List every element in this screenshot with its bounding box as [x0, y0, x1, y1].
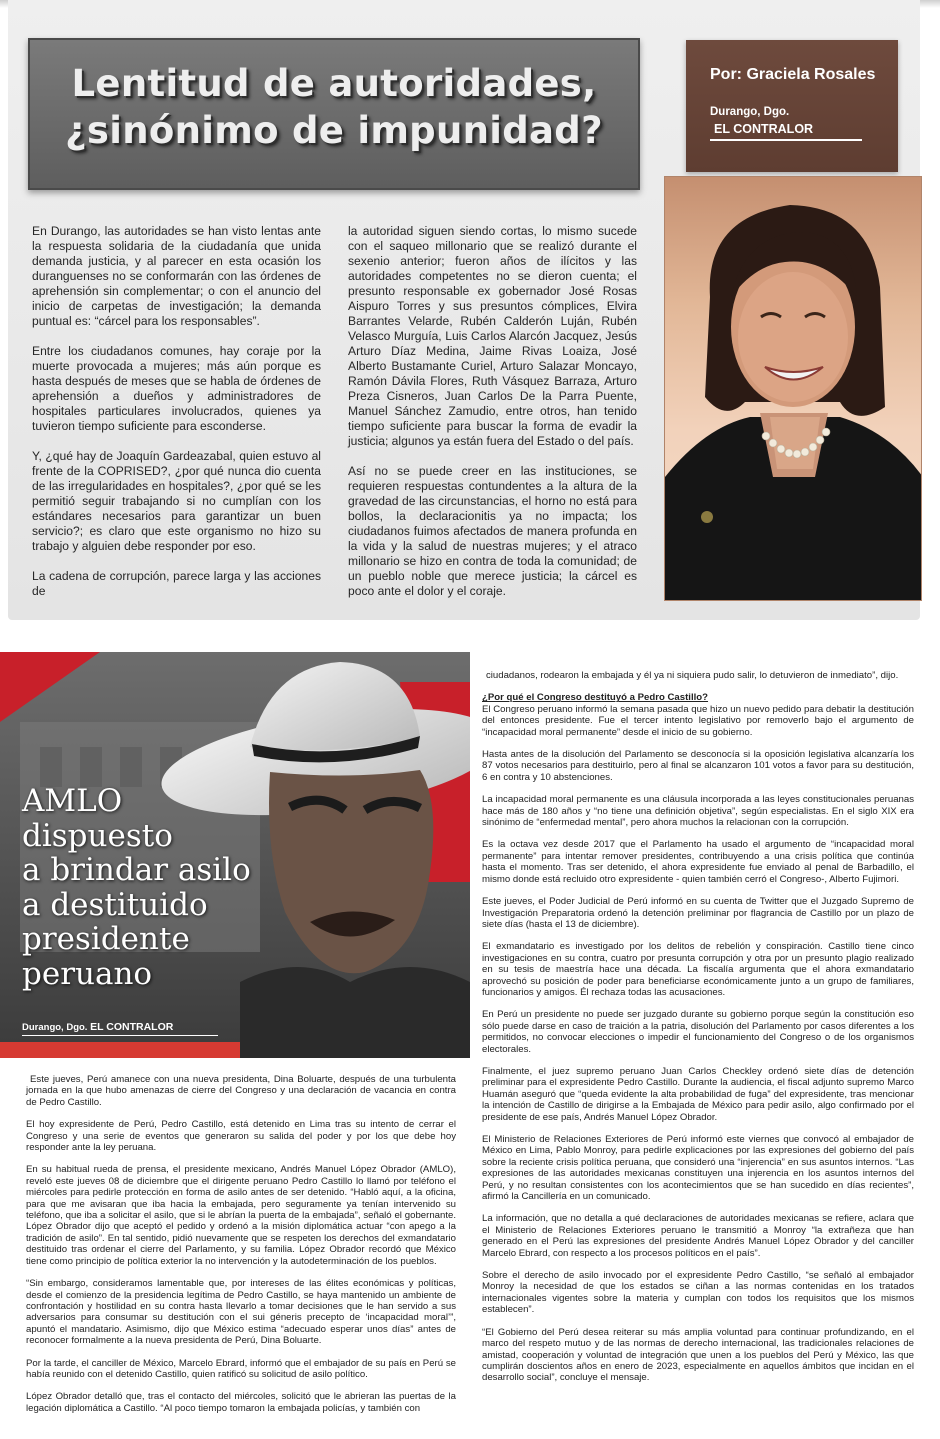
news-paragraph: Finalmente, el juez supremo peruano Juan Carlos Checkley ordenó siete días de detención preliminar para el expresidente Pedro Castillo. Durante la audiencia, el fiscal adjunto supremo Marco Huamán aseguró que “queda evidente la alta probabilidad de fuga” del expresidente, tras mencionar la intención de Castillo de dirigirse a la Embajada de México para pedir asilo, algo confirmado por el presidente de ese país, Andrés Manuel López Obrador.: [482, 1065, 914, 1123]
news-headline-line: a destituido: [22, 886, 208, 923]
news-paragraph: López Obrador detalló que, tras el contacto del miércoles, solicitó que le abrieran las puertas de la legación diplomática a Castillo. “Al poco tiempo tomaron la embajada policías, y también con: [26, 1391, 456, 1414]
news-headline-line: a brindar asilo: [22, 852, 251, 888]
news-paragraph: En Perú un presidente no puede ser juzgado durante su gobierno porque según la constitución eso sólo puede darse en caso de traición a la patria, disolución del Parlamento por casos diferentes a los permitidos, no convocar elecciones o impedir el funcionamiento del Congreso o de los organismos electorales.: [482, 1009, 914, 1055]
news-dateline: [22, 1021, 173, 1033]
news-hero-image: [0, 652, 470, 1058]
opinion-title-line-1: Lentitud de autoridades,: [71, 62, 597, 105]
news-paragraph: Hasta antes de la disolución del Parlamento se desconocía si la oposición legislativa alcanzaría los 87 votos necesarios para destituirlo, pero al final se alcanzaron 101 votos a favor para su destitución, 6 en contra y 10 abstenciones.: [482, 749, 914, 783]
news-paragraph: El exmandatario es investigado por los delitos de rebelión y conspiración. Castillo tiene cinco investigaciones en su contra, cuatro por presunta corrupción y otra por un presunto plagio realizado en su tesis de maestría hace una década. La fiscalía argumenta que el ahora exmandatario aprovechó su posición de poder para beneficiarse económicamente junto a un grupo de familiares, funcionarios y amigos. Él rechaza todas las acusaciones.: [482, 941, 914, 998]
news-dateline-paper: EL CONTRALOR: [90, 1021, 174, 1033]
opinion-paragraph: Entre los ciudadanos comunes, hay coraje por la muerte provocada a mujeres; más aún porque es hasta después de meses que se habla de órdenes de aprehensión a dueños y administradores de hospitales particulares involucrados, quienes ya tuvieron tiempo suficiente para esconderse.: [32, 344, 321, 433]
news-paragraph: Este jueves, el Poder Judicial de Perú informó en su cuenta de Twitter que el Juzgado Supremo de Investigación Preparatoria ordenó la detención preliminar por flagrancia de Castillo por un plazo de siete días (hasta el 13 de diciembre).: [482, 896, 914, 930]
news-headline-line: presidente: [22, 921, 190, 957]
news-paragraph: Por la tarde, el canciller de México, Marcelo Ebrard, informó que el embajador de su país en Perú se había reunido con el detenido Castillo, quien ratificó su solicitud de asilo político.: [26, 1357, 456, 1380]
news-column-right: [482, 670, 914, 1395]
news-headline-line: AMLO: [22, 783, 123, 819]
news-paragraph: La incapacidad moral permanente es una cláusula incorporada a las leyes constitucionales peruanas hace más de 180 años y “no tiene una definición objetiva”, según especialistas. En el siglo XIX era sinónimo de “enfermedad mental”, pero ahora muchos la relacionan con la corrupción.: [482, 794, 914, 829]
news-paragraph: En su habitual rueda de prensa, el presidente mexicano, Andrés Manuel López Obrador (AMLO), reveló este jueves 08 de diciembre que el dirigente peruano Pedro Castillo lo llamó por teléfono el miércoles para pedirle protección en forma de asilo antes de ser detenido. “Habló aquí, a la oficina, para que me avisaran que iba hacia la embajada, pero seguramente ya tenían intervenido su teléfono, que iba a solicitar el asilo, que si le abrían la puerta de la embajada”, señaló el gobernante. López Obrador dijo que aceptó el pedido y ordenó a la misión diplomática actuar “con apego a la tradición de asilo”. En tal sentido, pidió nuevamente que se respeten los derechos del exmandatario destituido tras ordenar el cierre del Parlamento, y su familia. López Obrador recordó que México tiene como principio de política exterior la no intervención y la autodeterminación de los pueblos.: [26, 1164, 456, 1267]
news-paragraph: El hoy expresidente de Perú, Pedro Castillo, está detenido en Lima tras su intento de cerrar el Congreso y una serie de eventos que generaron su salida del poder y por los que debe hoy responder ante la ley peruana.: [26, 1119, 456, 1154]
opinion-paragraph: En Durango, las autoridades se han visto lentas ante la respuesta solidaria de la ciudadanía que unida demanda justicia, y al parecer en esta ocasión los duranguenses no se conformarán con las órdenes de aprehensión sin complementar; o con el anuncio del inicio de carpetas de investigación; la demanda puntual es: “cárcel para los responsables”.: [32, 224, 321, 328]
news-headline: [22, 784, 322, 991]
author-portrait-illustration: [665, 177, 922, 601]
opinion-paragraph: Así no se puede creer en las instituciones, se requieren respuestas contundentes a la altura de la gravedad de las circunstancias, el horno no está para bollos, la declaracionitis ya no impacta; los ciudadanos fuimos afectados de manera profunda en la vida y la salud de nuestras mujeres; y el atraco millonario se hizo en contra de toda la comunidad; de un pueblo noble que merece justicia; la cárcel es poco ante el dolor y el coraje.: [348, 464, 637, 598]
byline-rule: [710, 139, 862, 141]
news-subheading: ¿Por qué el Congreso destituyó a Pedro Castillo?: [482, 692, 709, 704]
opinion-column-right: [348, 224, 637, 614]
byline-box: [686, 40, 898, 172]
news-paragraph: Este jueves, Perú amanece con una nueva presidenta, Dina Boluarte, después de una turbulenta jornada en la que hubo amenazas de cierre del Congreso y una declaración de vacancia en contra de Pedro Castillo.: [26, 1074, 456, 1108]
byline-author: Por: Graciela Rosales: [710, 66, 876, 83]
opinion-title-box: [28, 38, 640, 190]
news-column-left: [26, 1074, 456, 1425]
news-paragraph: El Congreso peruano informó la semana pasada que hizo un nuevo pedido para debatir la destitución del entonces presidente. Fue el tercer intento legislativo por removerlo bajo el argumento de “incapacidad moral permanente” desde el inicio de su gobierno.: [482, 703, 914, 738]
opinion-column-left: [32, 224, 321, 614]
author-photo: [664, 176, 922, 601]
news-dateline-place: Durango, Dgo.: [22, 1022, 88, 1033]
news-paragraph: Sobre el derecho de asilo invocado por el expresidente Pedro Castillo, “se señaló al embajador Monroy la necesidad de que los estados se ciñan a las normas contenidas en los tratados internacionales vigentes sobre la materia y cumplan con todos los requisitos que los mismos establecen”.: [482, 1270, 914, 1316]
byline-place: Durango, Dgo.: [710, 106, 790, 118]
opinion-article: [0, 0, 940, 628]
news-paragraph: ciudadanos, rodearon la embajada y él ya ni siquiera pudo salir, lo detuvieron de inmediato”, dijo.: [486, 670, 899, 681]
news-headline-line: peruano: [22, 955, 153, 992]
opinion-paragraph: Y, ¿qué hay de Joaquín Gardeazabal, quien estuvo al frente de la COPRISED?, ¿por qué nunca dio cuenta de las irregularidades en hospitales?, ¿por qué se les permitió seguir trabajando si no cumplían con los estándares necesarios para garantizar un buen servicio?; es claro que este organismo no hizo su trabajo y alguien debe responder por eso.: [32, 449, 321, 553]
news-paragraph: El Ministerio de Relaciones Exteriores de Perú informó este viernes que convocó al embajador de México en Lima, Pablo Monroy, para pedirle explicaciones por las expresiones del gobierno del país sobre la reciente crisis política peruana, que consideró una “injerencia” en sus asuntos internos. “Las expresiones de las autoridades mexicanas constituyen una injerencia en los asuntos internos del Perú, y no resultan consistentes con los acontecimientos que se han sucedido en días recientes”, afirmó la Cancillería en un comunicado.: [482, 1134, 914, 1203]
news-dateline-rule: [22, 1035, 218, 1036]
opinion-paragraph: la autoridad siguen siendo cortas, lo mismo sucede con el saqueo millonario que se realizó durante el sexenio anterior; fueron años de ilícitos y las autoridades competentes no se dieron cuenta; el presunto responsable ex gobernador José Rosas Aispuro Torres y sus presuntos cómplices, Elvira Barrantes Velarde, Rubén Calderón Luján, Rubén Velasco Murguía, Luis Carlos Alarcón Jacquez, Jesús Arturo Díaz Medina, Jaime Rivas Loaiza, José Alberto Bustamante Curiel, Arturo Salazar Moncayo, Ramón Dávila Flores, Ruth Vásquez Barraza, Arturo Preza Cisneros, Juan Carlos De la Parra Puente, Manuel Sánchez Zamudio, entre otros, han tenido tiempo suficiente para buscar la forma de evadir la justicia; algunos ya están fuera del Estado o del país.: [348, 224, 637, 448]
opinion-paragraph: La cadena de corrupción, parece larga y las acciones de: [32, 569, 321, 598]
opinion-title: [30, 60, 638, 154]
news-headline-line: dispuesto: [22, 817, 173, 854]
news-paragraph: “El Gobierno del Perú desea reiterar su más amplia voluntad para continuar profundizando, en el marco del respeto mutuo y de las normas de derecho internacional, las tradicionales relaciones de amistad, cooperación y voluntad de integración que unen a los pueblos del Perú y México, las que cumplirán doscientos años en enero de 2023, especialmente en aquellos ámbitos que incidan en el desarrollo social”, concluye el mensaje.: [482, 1326, 914, 1384]
news-paragraph: La información, que no detalla a qué declaraciones de autoridades mexicanas se refiere, aclara que el Ministerio de Relaciones Exteriores peruano le transmitió a Monroy “la extrañeza que han generado en el Perú las expresiones del presidente Andrés Manuel López Obrador y del canciller Marcelo Ebrard, con respecto a los procesos políticos en el país”.: [482, 1213, 914, 1259]
byline-paper: EL CONTRALOR: [714, 122, 814, 136]
news-paragraph: Es la octava vez desde 2017 que el Parlamento ha usado el argumento de “incapacidad moral permanente” para intentar remover presidentes, contribuyendo a una crisis política que continúa hasta el momento. Tras ser detenido, el ahora expresidente fue enviado al penal de Barbadillo, el mismo donde está recluido otro expresidente - quien también cerró el Congreso-, Alberto Fujimori.: [482, 839, 914, 885]
opinion-title-line-2: ¿sinónimo de impunidad?: [65, 109, 603, 152]
news-paragraph: “Sin embargo, consideramos lamentable que, por intereses de las élites económicas y políticas, desde el comienzo de la presidencia legítima de Pedro Castillo, se haya mantenido un ambiente de confrontación y hostilidad en su contra hasta llevarlo a tomar decisiones que le han servido a sus adversarios para consumar su destitución con el sui géneris precepto de ‘incapacidad moral’”, apuntó el mandatario. Asimismo, dijo que México estima “adecuado esperar unos días” antes de reconocer formalmente a la nueva presidenta de Perú, Dina Boluarte.: [26, 1278, 456, 1347]
